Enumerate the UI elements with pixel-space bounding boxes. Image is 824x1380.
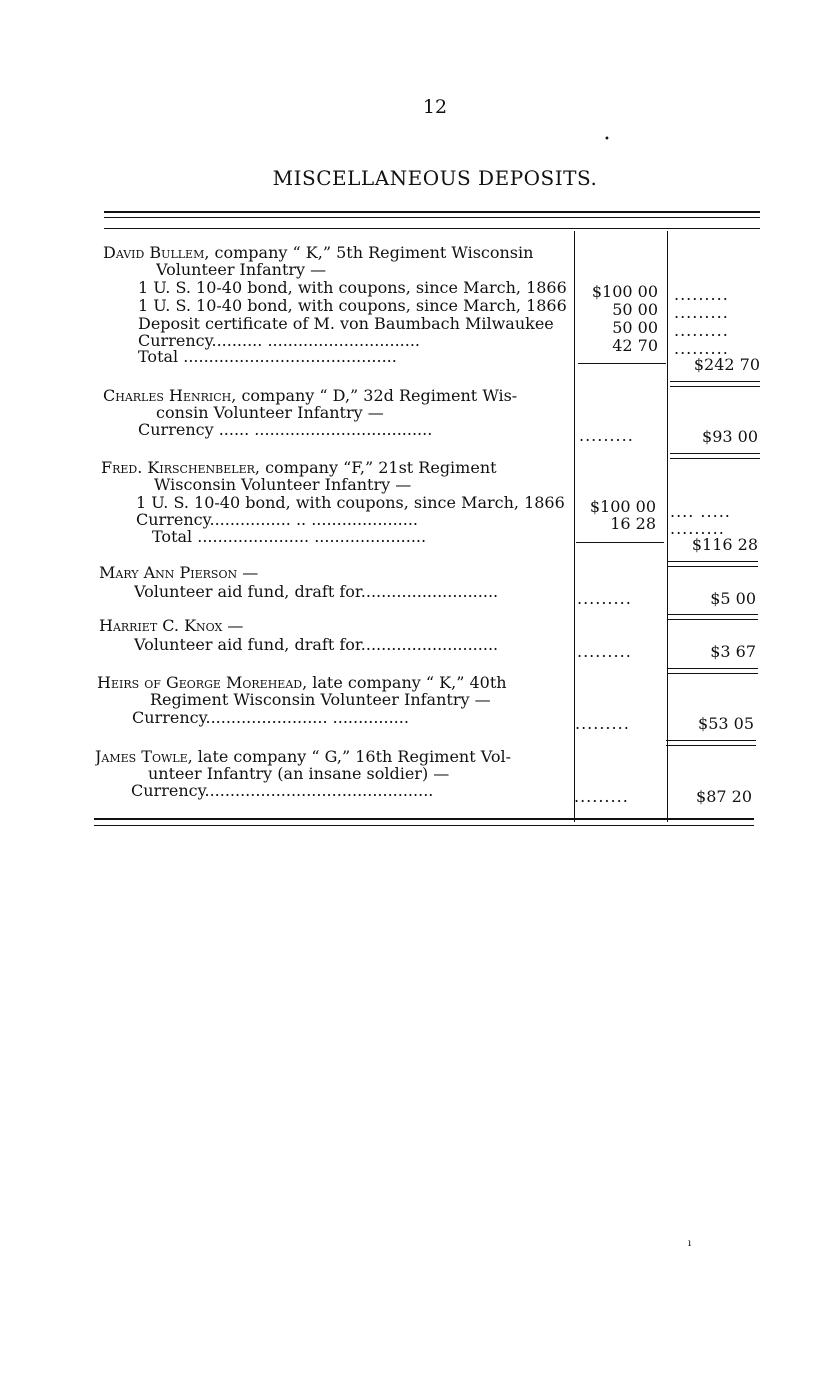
depositor-name: David Bullem [103,244,205,262]
item-label: Volunteer aid fund, draft for........................... [134,583,499,601]
entry-total: $87 20 [696,787,752,806]
item-label: Total ...................... ...................... [152,528,427,546]
table-top-rule [104,217,760,218]
sum-rule [578,363,666,364]
depositor-name: James Towle [95,748,188,766]
item-label: Currency ...... ................................... [138,421,433,439]
entry-separator [668,668,758,669]
table-top-rule [104,228,760,229]
entry-description: , late company “ K,” 40th [302,674,507,692]
item-amount: ......... [577,590,632,608]
item-amount: ......... [577,643,632,661]
entry-separator [668,673,758,674]
sum-rule [576,542,664,543]
table-top-rule [104,211,760,213]
item-amount: 42 70 [612,336,658,355]
item-total: ......... [674,340,729,358]
item-amount: ......... [575,715,630,733]
item-label: Currency.......... .............................. [138,332,421,350]
item-total: .... ..... [670,503,731,521]
item-label: 1 U. S. 10-40 bond, with coupons, since March, 1866 [138,279,567,297]
entry-separator [668,566,758,567]
item-amount: 50 00 [612,300,658,319]
entry-total: $242 70 [693,355,760,374]
page-number: 12 [422,96,448,118]
item-label: Currency................ .. ..................... [136,511,419,529]
item-label: 1 U. S. 10-40 bond, with coupons, since March, 1866 [138,297,567,315]
entry-separator [668,619,758,620]
table-bottom-rule [94,825,754,826]
depositor-name: Mary Ann Pierson [99,564,238,582]
entry-separator [668,561,758,562]
entry-heading [99,617,569,635]
item-total: ......... [674,322,729,340]
print-speck: ı [688,1238,692,1249]
item-label: Deposit certificate of M. von Baumbach Milwaukee [138,315,554,333]
entry-total: $5 00 [710,589,756,608]
item-amount: ......... [579,427,634,445]
page-title: MISCELLANEOUS DEPOSITS. [272,166,598,190]
entry-separator [668,614,758,615]
depositor-name: Harriet C. Knox [99,617,223,635]
entry-description: — [237,564,259,582]
entry-separator [670,381,760,382]
depositor-name: Fred. Kirschenbeler [101,459,255,477]
entry-description: , company “F,” 21st Regiment [254,459,497,477]
entry-description: consin Volunteer Infantry — [156,404,384,422]
item-amount: $100 00 [591,282,658,301]
depositor-name: Heirs of George Morehead [97,674,303,692]
entry-total: $93 00 [702,427,758,446]
entry-separator [670,458,760,459]
entry-heading [99,564,569,582]
entry-description: , late company “ G,” 16th Regiment Vol- [187,748,511,766]
entry-description: unteer Infantry (an insane soldier) — [148,765,450,783]
table-bottom-rule [94,818,754,820]
depositor-name: Charles Henrich [103,387,232,405]
entry-description: , company “ K,” 5th Regiment Wisconsin [204,244,534,262]
entry-heading [103,387,573,405]
item-amount: $100 00 [589,497,656,516]
item-label: Volunteer aid fund, draft for........................... [134,636,499,654]
entry-heading [97,674,569,692]
entry-heading [95,748,567,766]
entry-heading [103,244,573,262]
entry-total: $53 05 [698,714,754,733]
item-amount: 16 28 [610,514,656,533]
print-speck: • [604,134,610,145]
item-total: ......... [674,304,729,322]
item-amount: ......... [574,788,629,806]
entry-description: — [222,617,244,635]
item-label: Currency............................................. [131,782,434,800]
entry-description: , company “ D,” 32d Regiment Wis- [231,387,518,405]
item-label: 1 U. S. 10-40 bond, with coupons, since March, 1866 [136,494,565,512]
entry-total: $3 67 [710,642,756,661]
column-divider [574,231,575,822]
entry-description: Volunteer Infantry — [156,261,327,279]
item-amount: 50 00 [612,318,658,337]
item-label: Currency........................ ............... [132,709,409,727]
item-total: ......... [674,286,729,304]
entry-separator [670,386,760,387]
entry-separator [670,453,760,454]
column-divider [667,231,668,822]
entry-heading [101,459,573,477]
entry-description: Regiment Wisconsin Volunteer Infantry — [150,691,491,709]
item-total: ......... [670,520,725,538]
entry-total: $116 28 [691,535,758,554]
entry-description: Wisconsin Volunteer Infantry — [154,476,412,494]
entry-separator [666,745,756,746]
entry-separator [666,740,756,741]
item-label: Total .......................................... [138,348,397,366]
